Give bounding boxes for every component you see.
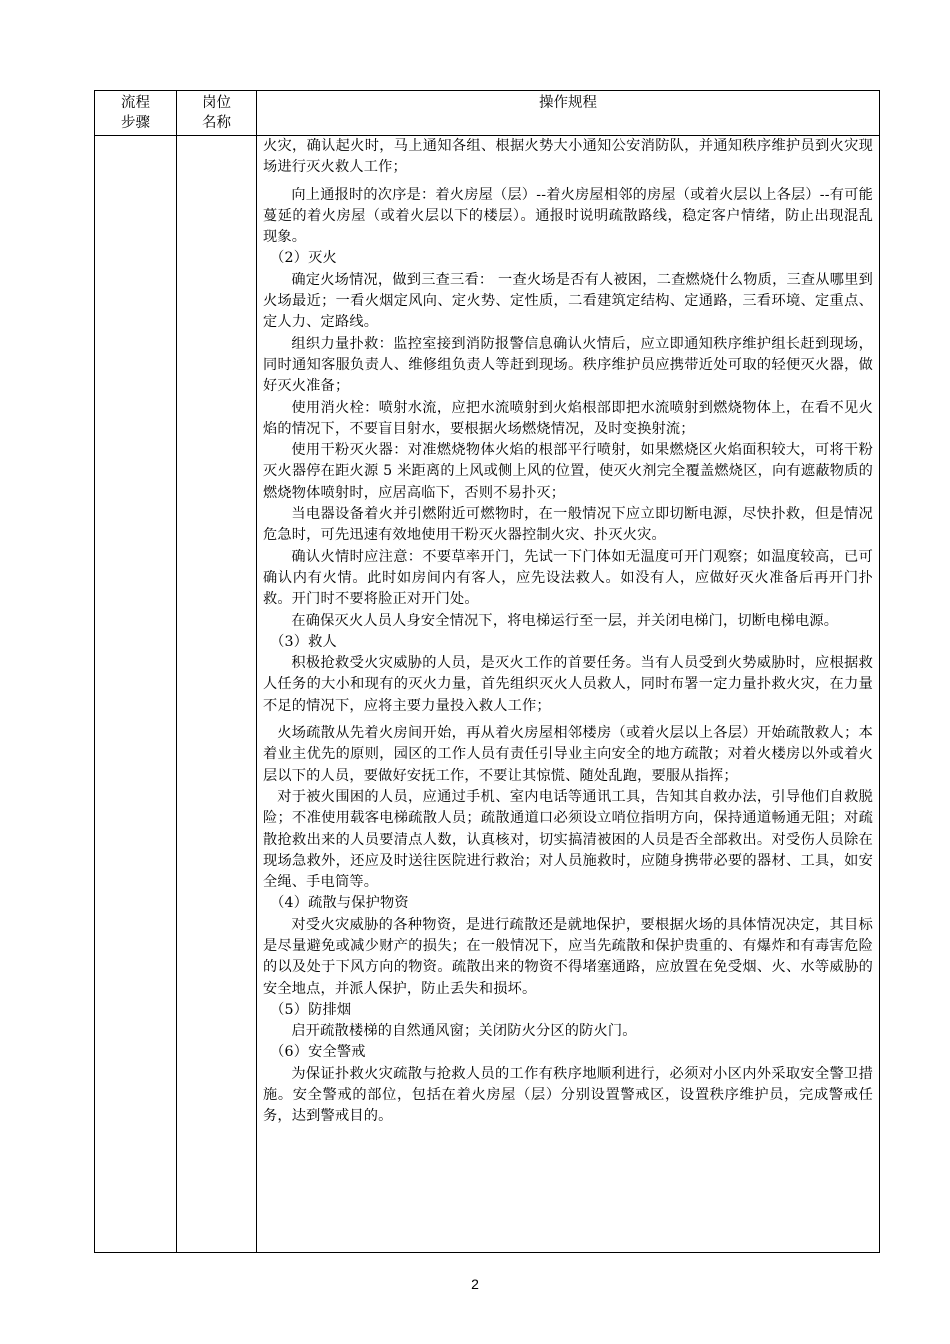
paragraph: 使用消火栓：喷射水流，应把水流喷射到火焰根部即把水流喷射到燃烧物体上，在看不见火焰的情况下，不要盲目射水，要根据火场燃烧情况，及时变换射流； <box>263 399 873 437</box>
table-header-row <box>95 91 880 136</box>
header-position-name-line1: 岗位 <box>202 95 231 111</box>
paragraph: 确认火情时应注意：不要草率开门，先试一下门体如无温度可开门观察；如温度较高，已可确认内有火情。此时如房间内有客人，应先设法救人。如没有人，应做好灭火准备后再开门扑救。开门时不要将脸正对开门处。 <box>263 548 873 608</box>
table-body-row <box>95 136 880 1253</box>
section-heading: （2）灭火 <box>270 250 337 267</box>
paragraph: 积极抢救受火灾威胁的人员，是灭火工作的首要任务。当有人员受到火势威胁时，应根据救人任务的大小和现有的灭火力量，首先组织灭火人员救人，同时布署一定力量扑救火灾，在力量不足的情况下，应将主要力量投入救人工作； <box>263 655 873 714</box>
section-heading: （4）疏散与保护物资 <box>270 895 409 912</box>
paragraph: 当电器设备着火并引燃附近可燃物时，在一般情况下应立即切断电源，尽快扑救，但是情况危急时，可先迅速有效地使用干粉灭火器控制火灾、扑灭火灾。 <box>263 506 873 544</box>
cell-operating-procedure <box>257 136 880 1253</box>
paragraph: 使用干粉灭火器：对准燃烧物体火焰的根部平行喷射，如果燃烧区火焰面积较大，可将干粉灭火器停在距火源 5 米距离的上风或侧上风的位置，使灭火剂完全覆盖燃烧区，向有遮蔽物质的燃烧物体喷射时，应居高临下，否则不易扑灭； <box>263 442 873 501</box>
paragraph: 确定火场情况，做到三查三看： 一查火场是否有人被困，二查燃烧什么物质，三查从哪里到火场最近；一看火烟定风向、定火势、定性质，二看建筑定结构、定通路，三看环境、定重点、定人力、定路线。 <box>263 271 873 331</box>
paragraph: 为保证扑救火灾疏散与抢救人员的工作有秩序地顺利进行，必须对小区内外采取安全警卫措施。安全警戒的部位，包括在着火房屋（层）分别设置警戒区，设置秩序维护员，完成警戒任务，达到警戒目的。 <box>263 1065 873 1125</box>
header-position-name <box>177 91 257 136</box>
section-heading: （5）防排烟 <box>270 1001 352 1018</box>
paragraph: 对受火灾威胁的各种物资，是进行疏散还是就地保护，要根据火场的具体情况决定，其目标是尽量避免或减少财产的损失；在一般情况下，应当先疏散和保护贵重的、有爆炸和有毒害危险的以及处于下风方向的物资。疏散出来的物资不得堵塞通路，应放置在免受烟、火、水等威胁的安全地点，并派人保护，防止丢失和损坏。 <box>263 916 873 997</box>
procedure-content <box>257 136 879 1128</box>
header-operating-procedure-label: 操作规程 <box>539 95 597 111</box>
header-process-step-line1: 流程 <box>121 95 150 111</box>
header-operating-procedure <box>257 91 880 136</box>
section-heading: （3）救人 <box>270 633 337 650</box>
paragraph: 对于被火围困的人员，应通过手机、室内电话等通讯工具，告知其自救办法，引导他们自救脱险；不准使用载客电梯疏散人员；疏散通道口必须设立哨位指明方向，保持通道畅通无阻；对疏散抢救出来的人员要清点人数，认真核对，切实搞清被困的人员是否全部救出。对受伤人员除在现场急救外，还应及时送往医院进行救治；对人员施救时，应随身携带必要的器材、工具，如安全绳、手电筒等。 <box>263 788 873 891</box>
header-position-name-line2: 名称 <box>202 115 231 131</box>
cell-process-step <box>95 136 177 1253</box>
paragraph: 启开疏散楼梯的自然通风窗；关闭防火分区的防火门。 <box>291 1023 637 1040</box>
header-process-step-line2: 步骤 <box>121 115 150 131</box>
paragraph: 组织力量扑救：监控室接到消防报警信息确认火情后，应立即通知秩序维护组长赶到现场，同时通知客服负责人、维修组负责人等赶到现场。秩序维护员应携带近处可取的轻便灭火器，做好灭火准备； <box>263 335 873 395</box>
page-number: 2 <box>471 1276 479 1292</box>
cell-position-name <box>177 136 257 1253</box>
paragraph: 火场疏散从先着火房间开始，再从着火房屋相邻楼房（或着火层以上各层）开始疏散救人；本着业主优先的原则，园区的工作人员有责任引导业主向安全的地方疏散；对着火楼房以外或着火层以下的人员，要做好安抚工作，不要让其惊慌、随处乱跑，要服从指挥； <box>263 725 873 784</box>
procedure-table <box>94 90 880 1253</box>
section-heading: （6）安全警戒 <box>270 1044 366 1061</box>
header-process-step <box>95 91 177 136</box>
paragraph: 火灾，确认起火时，马上通知各组、根据火势大小通知公安消防队，并通知秩序维护员到火灾现场进行灭火救人工作； <box>263 138 873 176</box>
paragraph: 在确保灭火人员人身安全情况下，将电梯运行至一层，并关闭电梯门，切断电梯电源。 <box>291 612 839 629</box>
paragraph: 向上通报时的次序是：着火房屋（层）--着火房屋相邻的房屋（或着火层以上各层）--有可能蔓延的着火房屋（或着火层以下的楼层）。通报时说明疏散路线，稳定客户情绪，防止出现混乱现象。 <box>263 186 873 246</box>
